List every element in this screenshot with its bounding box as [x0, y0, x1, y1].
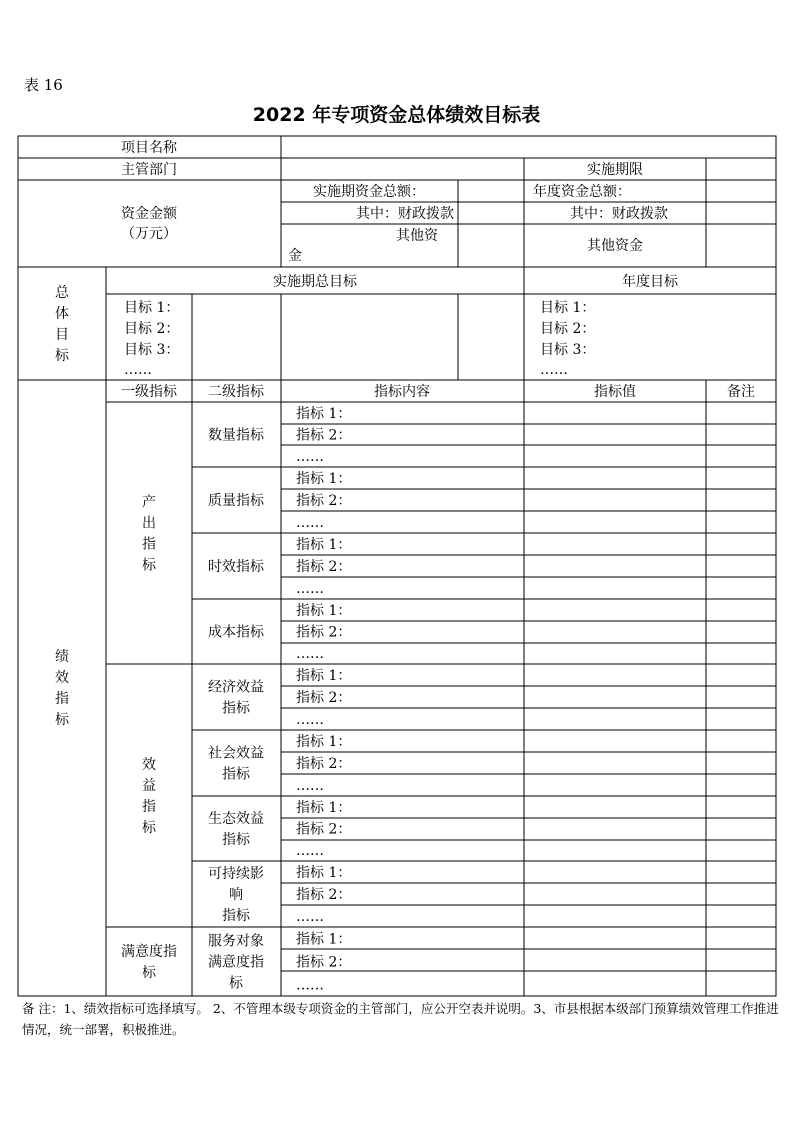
list-item: 目标 2： — [540, 321, 596, 337]
level2-indicator-label: 指标 — [222, 908, 250, 924]
performance-indicators-vertical-label — [55, 648, 70, 728]
indicator-item: …… — [296, 449, 324, 466]
level2-indicator-label: 社会效益 — [208, 745, 264, 762]
indicator-item: 指标 2： — [296, 624, 352, 641]
level2-indicator-label: 指标 — [222, 832, 250, 848]
other-funds-left-line-1: 其他资 — [396, 228, 438, 244]
other-funds-right-label: 其他资金 — [587, 238, 643, 254]
svg-text:标: 标 — [55, 348, 69, 364]
svg-text:指: 指 — [55, 691, 69, 707]
fiscal-allocation-right-label: 其中：财政拨款 — [570, 206, 668, 222]
indicator-item: 指标 2： — [296, 756, 352, 772]
indicator-item: 指标 2： — [296, 493, 352, 509]
department-label: 主管部门 — [121, 162, 177, 178]
level1-indicator-label: 指 — [142, 536, 156, 553]
level2-indicator-label: 可持续影 — [208, 866, 264, 882]
indicator-item: 指标 1： — [296, 799, 352, 816]
indicator-item: 指标 1： — [296, 931, 352, 948]
indicator-item: 指标 1： — [296, 865, 352, 881]
indicator-item: …… — [296, 909, 324, 925]
indicator-item: …… — [296, 581, 324, 597]
level1-indicator-label: 指 — [142, 799, 156, 815]
indicator-item: …… — [296, 843, 324, 860]
indicator-item: …… — [296, 712, 324, 728]
level1-indicator-label: 标 — [142, 557, 156, 574]
svg-text:绩: 绩 — [55, 649, 69, 665]
level1-indicator-label: 出 — [142, 515, 156, 532]
indicator-item: 指标 2： — [296, 954, 352, 971]
list-item: 目标 2： — [124, 321, 180, 337]
svg-text:效: 效 — [55, 670, 69, 686]
level1-indicator-label: 满意度指 — [121, 944, 177, 960]
indicator-item: …… — [296, 977, 324, 994]
project-name-label: 项目名称 — [121, 140, 177, 156]
indicator-value-header: 指标值 — [594, 384, 636, 400]
level1-indicator-label: 标 — [142, 965, 156, 981]
list-item: …… — [124, 362, 152, 378]
level2-indicator-label: 标 — [229, 975, 243, 992]
svg-text:总: 总 — [55, 285, 69, 301]
svg-text:标: 标 — [55, 712, 69, 728]
level1-indicator-label: 益 — [142, 778, 156, 794]
list-item: 目标 1： — [124, 300, 180, 316]
level1-indicator-label: 标 — [142, 820, 156, 836]
level2-indicator-label: 生态效益 — [208, 811, 264, 827]
page-title: 2022 年专项资金总体绩效目标表 — [252, 104, 541, 126]
level2-indicator-label: 时效指标 — [208, 559, 264, 575]
indicator-item: 指标 1： — [296, 537, 352, 553]
fiscal-allocation-left-label: 其中：财政拨款 — [356, 206, 454, 222]
indicator-item: …… — [296, 515, 324, 531]
table-number-label: 表 16 — [24, 76, 63, 94]
funds-unit-label: （万元） — [121, 226, 177, 242]
level2-indicator-label: 数量指标 — [208, 427, 264, 444]
indicator-item: 指标 2： — [296, 821, 352, 838]
indicator-item: 指标 1： — [296, 471, 352, 487]
list-item: …… — [540, 362, 568, 378]
list-item: 目标 1： — [540, 300, 596, 316]
annual-goal-header: 年度目标 — [622, 274, 678, 290]
level2-indicator-label: 指标 — [222, 766, 250, 783]
level2-indicator-label: 成本指标 — [208, 624, 264, 641]
other-funds-left-line-2: 金 — [288, 248, 302, 264]
table-outer-border — [18, 136, 776, 996]
level1-indicator-label: 产 — [142, 494, 156, 511]
indicator-item: 指标 1： — [296, 602, 352, 619]
indicator-item: 指标 1： — [296, 734, 352, 750]
period-goal-list — [124, 299, 179, 378]
level2-indicator-label: 指标 — [222, 700, 250, 717]
indicator-item: 指标 1： — [296, 405, 352, 422]
level2-indicator-label: 满意度指 — [208, 954, 264, 971]
svg-text:体: 体 — [55, 306, 69, 322]
overall-goals-vertical-label — [55, 285, 70, 364]
footnote: 备 注：1、绩效指标可选择填写。 2、不管理本级专项资金的主管部门，应公开空表并说明。3、市县根据本级部门预算绩效管理工作推进情况，统一部署，积极推进。 — [22, 1001, 779, 1037]
svg-text:目: 目 — [55, 327, 69, 343]
indicator-item: …… — [296, 646, 324, 663]
indicator-item: 指标 2： — [296, 887, 352, 903]
indicator-item: 指标 2： — [296, 427, 352, 444]
level1-indicator-header: 一级指标 — [121, 384, 177, 400]
table-grid-lines — [18, 136, 776, 996]
level1-indicator-label: 效 — [142, 757, 156, 773]
list-item: 目标 3： — [540, 342, 596, 358]
level2-indicator-label: 服务对象 — [208, 933, 264, 950]
indicator-content-header: 指标内容 — [374, 384, 430, 400]
indicator-item: 指标 2： — [296, 690, 352, 706]
list-item: 目标 3： — [124, 342, 180, 358]
level2-indicator-header: 二级指标 — [208, 384, 264, 400]
funds-amount-label: 资金金额 — [121, 206, 177, 222]
period-total-label: 实施期资金总额： — [313, 184, 425, 200]
level2-indicator-label: 响 — [229, 887, 243, 903]
indicator-item: 指标 2： — [296, 559, 352, 575]
indicator-item: …… — [296, 778, 324, 794]
period-goal-header: 实施期总目标 — [273, 274, 357, 290]
annual-goal-list — [540, 299, 595, 378]
annual-total-label: 年度资金总额： — [533, 184, 631, 200]
note-header: 备注 — [727, 384, 755, 400]
indicator-item: 指标 1： — [296, 668, 352, 684]
level2-indicator-label: 质量指标 — [208, 493, 264, 509]
level2-indicator-label: 经济效益 — [208, 679, 264, 696]
period-label: 实施期限 — [587, 162, 643, 178]
